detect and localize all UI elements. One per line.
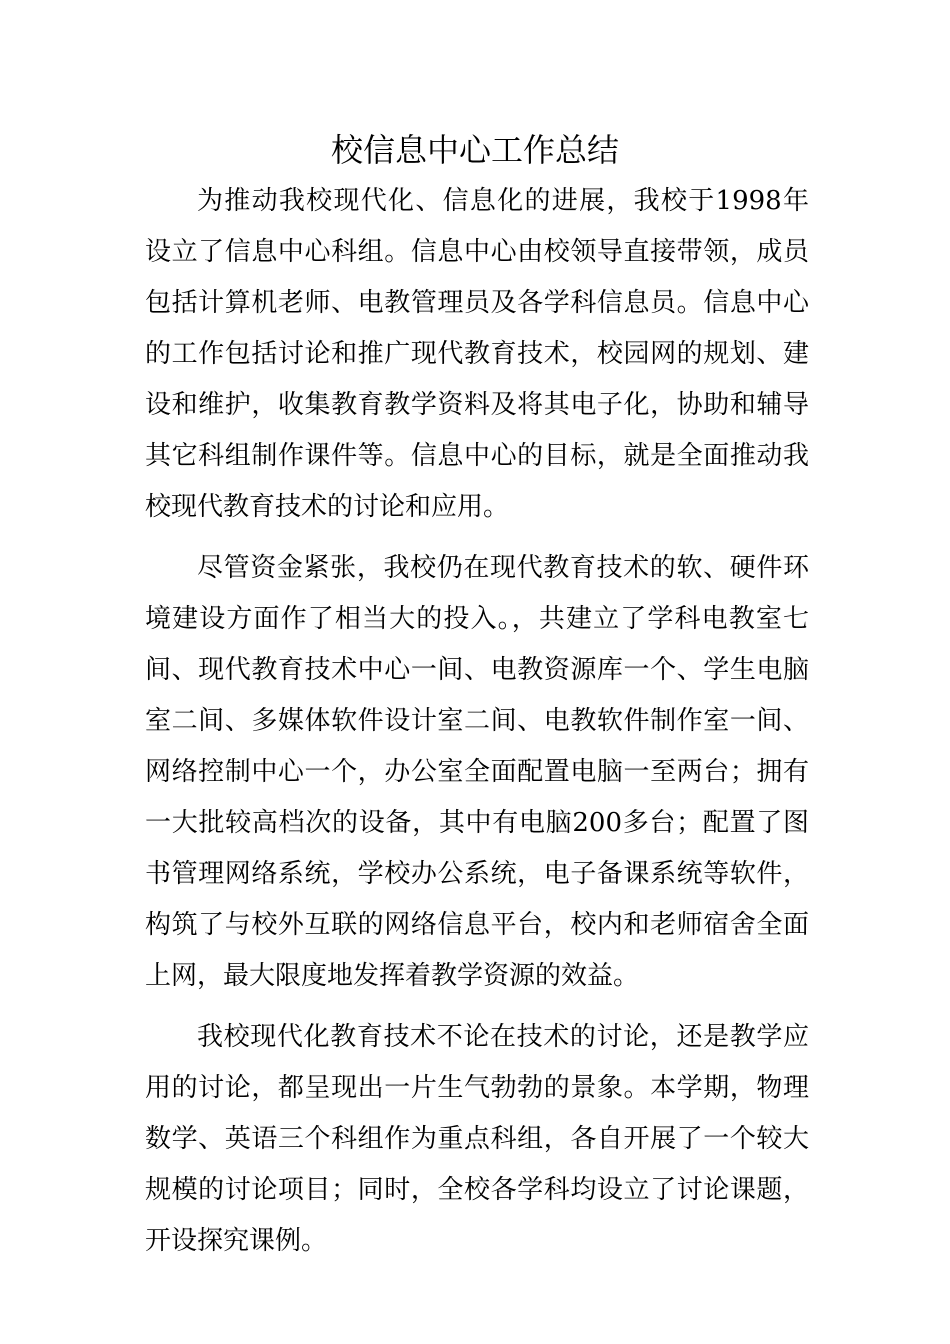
paragraph-1: 为推动我校现代化、信息化的进展，我校于1998年设立了信息中心科组。信息中心由校领导直接带领，成员包括计算机老师、电教管理员及各学科信息员。信息中心的工作包括讨论和推广现代教育技术，校园网的规划、建设和维护，收集教育教学资料及将其电子化，协助和辅导其它科组制作课件等。信息中心的目标，就是全面推动我校现代教育技术的讨论和应用。 [145,186,809,522]
paragraph-3: 我校现代化教育技术不论在技术的讨论，还是教学应用的讨论，都呈现出一片生气勃勃的景象。本学期，物理数学、英语三个科组作为重点科组，各自开展了一个较大规模的讨论项目；同时，全校各学科均设立了讨论课题，开设探究课例。 [145,1022,809,1256]
document-title: 校信息中心工作总结 [330,131,619,169]
document-body [145,176,809,1277]
paragraph-2: 尽管资金紧张，我校仍在现代教育技术的软、硬件环境建设方面作了相当大的投入。，共建立了学科电教室七间、现代教育技术中心一间、电教资源库一个、学生电脑室二间、多媒体软件设计室二间、电教软件制作室一间、网络控制中心一个，办公室全面配置电脑一至两台；拥有一大批较高档次的设备，其中有电脑200多台；配置了图书管理网络系统，学校办公系统，电子备课系统等软件，构筑了与校外互联的网络信息平台，校内和老师宿舍全面上网，最大限度地发挥着教学资源的效益。 [145,553,809,991]
